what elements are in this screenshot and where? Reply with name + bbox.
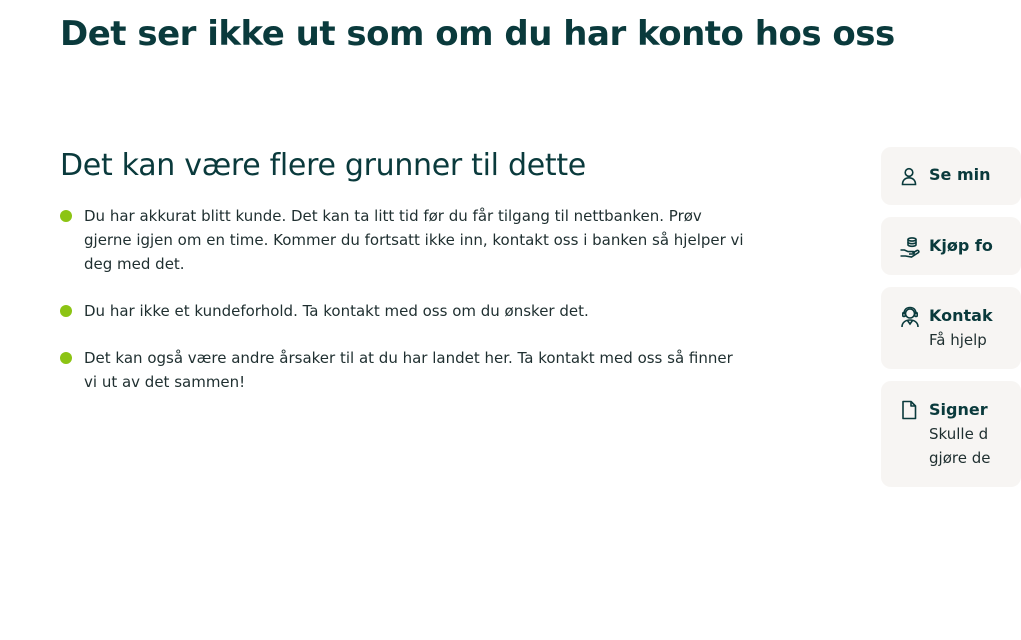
side-card-text: Skulle d	[929, 425, 989, 443]
list-item	[60, 346, 750, 394]
side-card-contact[interactable]	[881, 287, 1021, 369]
list-item	[60, 299, 750, 323]
reason-text: Du har akkurat blitt kunde. Det kan ta litt tid før du får tilgang til nettbanken. Prøv gjerne igjen om en time. Kommer du fortsatt ikke inn, kontakt oss i banken så hjelper vi deg med det.	[84, 207, 744, 273]
user-icon	[899, 166, 919, 186]
bullet-dot-icon	[60, 352, 72, 364]
reasons-list	[60, 204, 750, 417]
bullet-dot-icon	[60, 210, 72, 222]
side-card-buy[interactable]	[881, 217, 1021, 275]
side-card-title: Se min	[929, 165, 991, 184]
side-card-title: Signer	[929, 400, 988, 419]
side-card-text: gjøre de	[929, 449, 991, 467]
side-card-text: Få hjelp	[929, 331, 987, 349]
page-title: Det ser ikke ut som om du har konto hos oss	[60, 14, 895, 54]
section-title: Det kan være flere grunner til dette	[60, 148, 586, 183]
coins-hand-icon	[899, 236, 919, 256]
document-icon	[899, 400, 919, 420]
side-card-title: Kjøp fo	[929, 236, 993, 255]
reason-text: Du har ikke et kundeforhold. Ta kontakt med oss om du ønsker det.	[84, 302, 589, 320]
support-person-icon	[899, 306, 919, 326]
side-card-sign[interactable]	[881, 381, 1021, 487]
side-card-title: Kontak	[929, 306, 993, 325]
list-item	[60, 204, 750, 276]
side-card-see-my[interactable]	[881, 147, 1021, 205]
bullet-dot-icon	[60, 305, 72, 317]
reason-text: Det kan også være andre årsaker til at du har landet her. Ta kontakt med oss så finner vi ut av det sammen!	[84, 349, 733, 391]
